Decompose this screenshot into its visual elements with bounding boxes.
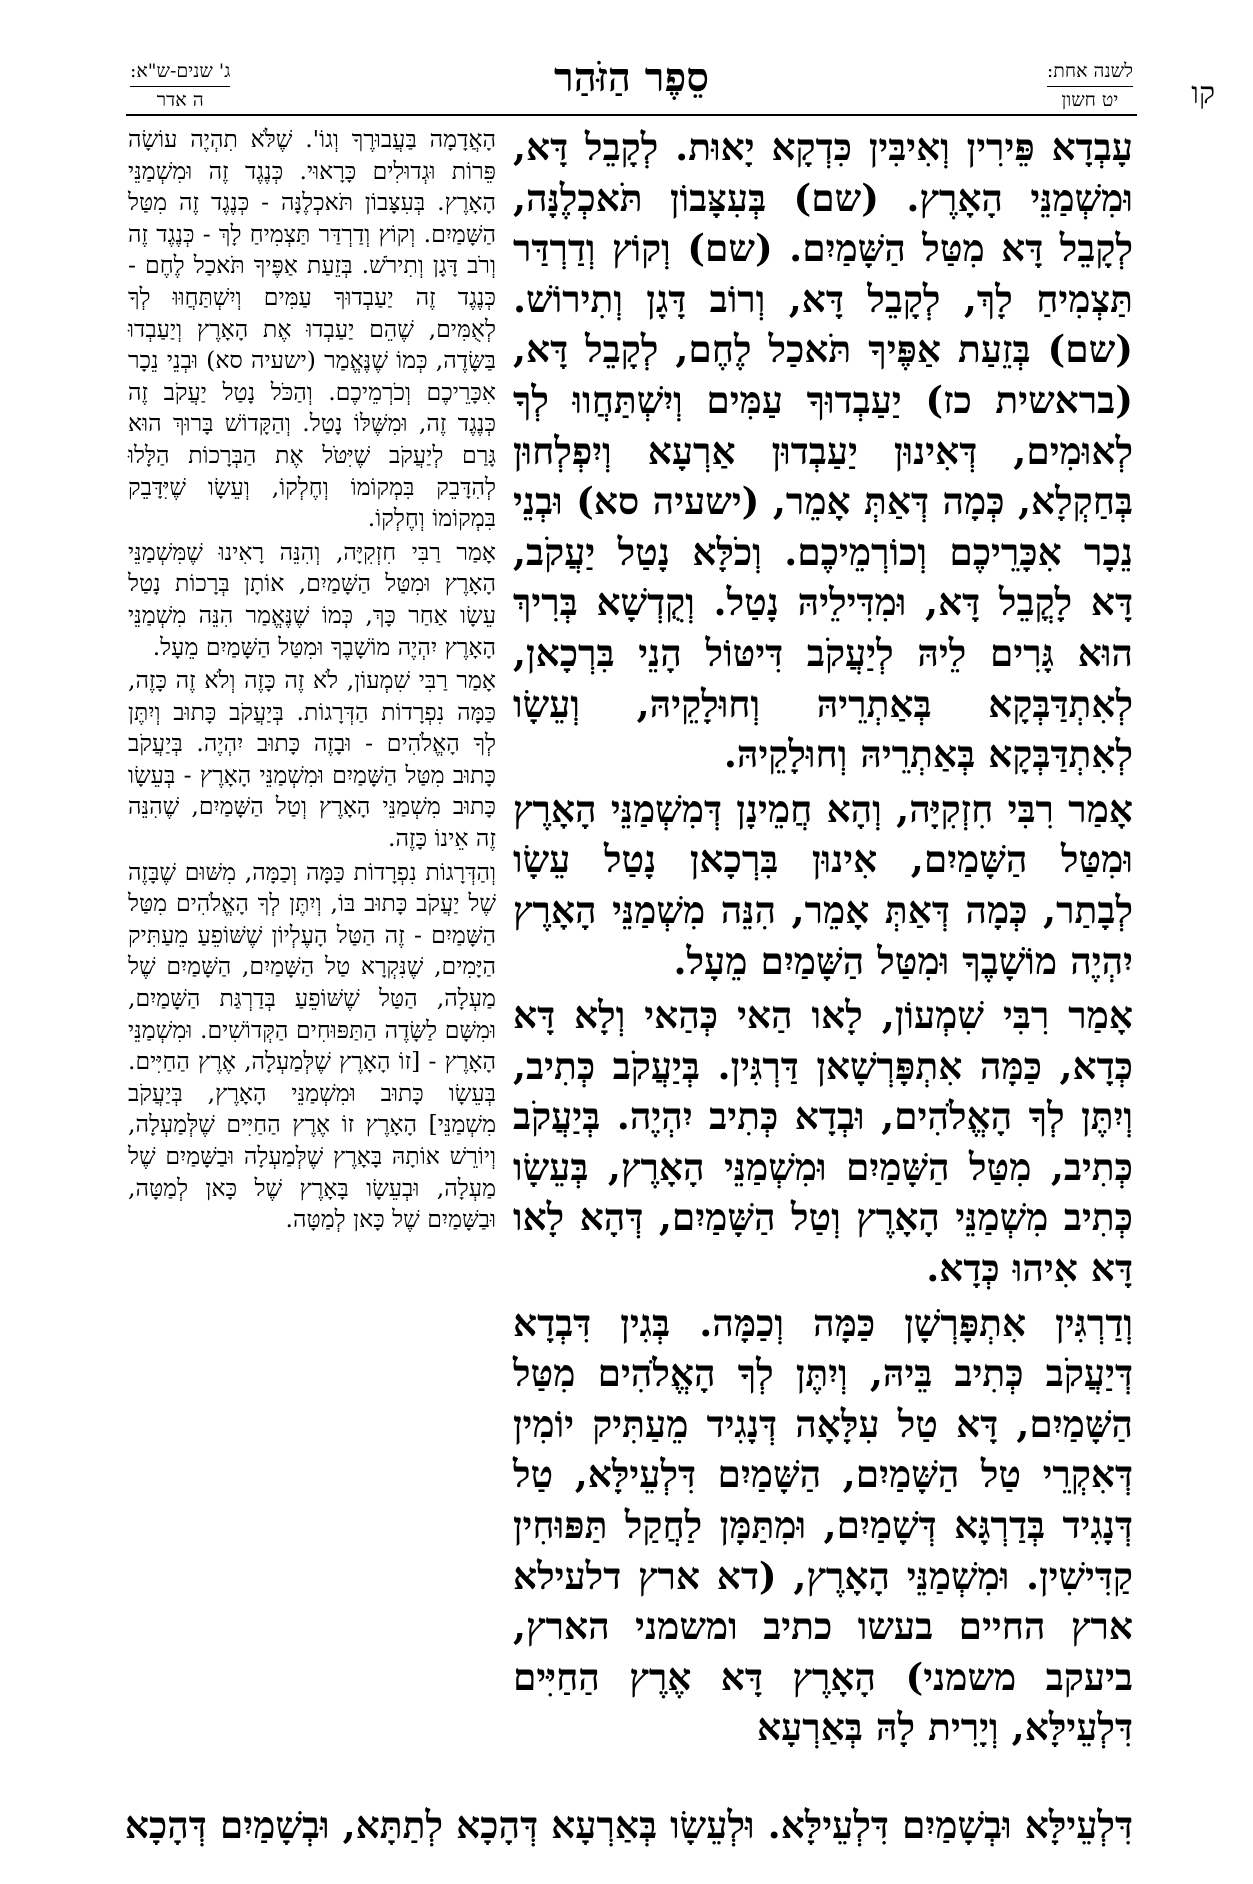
book-title: סֵפֶר הַזֹּהַר (554, 54, 709, 101)
main-paragraph: עָבְדָא פֵּירִין וְאִיבִּין כִּדְקָא יָאוּת. לְקָבֵל דָּא, וּמִשְׁמַנֵּי הָאָרֶץ. (שם) בְּעִצָּבוֹן תֹּאכְלֶנָּה, לְקָבֵל דָּא מִטַּל הַשָּׁמַיִם. (שם) וְקוֹץ וְדַרְדַּר תַּצְמִיחַ לָךְ, לְקָבֵל דָּא, וְרוֹב דָּגָן וְתִירוֹשׁ. (שם) בְּזֵעַת אַפֶּיךָ תֹּאכַל לֶחֶם, לְקָבֵל דָּא, (בראשית כז) יַעַבְדוּךָ עַמִּים וְיִשְׁתַּחֲווּ לְךָ לְאוּמִים, דְּאִינוּן יַעַבְדוּן אַרְעָא וְיִפְלְחוּן בְּחַקְלָא, כְּמָה דְּאַתְּ אָמֵר, (ישעיה סא) וּבְנֵי נֵכָר אִכָּרֵיכֶם וְכוֹרְמֵיכֶם. וְכֹלָּא נָטַל יַעֲקֹב, דָּא לָקֳבֵל דָּא, וּמִדִּילֵיהּ נָטַל. וְקֻדְשָׁא בְּרִיךְ הוּא גָּרִים לֵיהּ לְיַעֲקֹב דִּיטּוֹל הָנֵי בִּרְכָאן, לְאִתְדַּבְּקָא בְּאַתְרֵיהּ וְחוּלָקֵיהּ, וְעֵשָׂו לְאִתְדַּבְּקָא בְּאַתְרֵיהּ וְחוּלָקֵיהּ. (513, 125, 1133, 777)
main-paragraph: וְדַרְגִּין אִתְפָּרְשָׁן כַּמָּה וְכַמָּה. בְּגִין דִּבְדָא דְּיַעֲקֹב כְּתִיב בֵּיהּ, וְיִתֶּן לְךָ הָאֱלֹהִים מִטַּל הַשָּׁמַיִם, דָּא טַל עִלָּאָה דְּנָגִיד מֵעַתִּיק יוֹמִין דְּאִקְרֵי טַל הַשָּׁמַיִם, הַשָּׁמַיִם דִּלְעֵילָּא, טַל דְּנָגִיד בְּדַרְגָּא דְּשָׁמַיִם, וּמִתַּמָּן לַחֲקַל תַּפּוּחִין קַדִּישִׁין. וּמִשְׁמַנֵּי הָאָרֶץ, (דא ארץ דלעילא ארץ החיים בעשו כתיב ומשמני הארץ, ביעקב משמני) הָאָרֶץ דָּא אֶרֶץ הַחַיִּים דִּלְעֵילָּא, וְיָרִית לָהּ בְּאַרְעָא (513, 1300, 1133, 1750)
commentary-paragraph: אָמַר רַבִּי חִזְקִיָּה, וְהִנֵּה רָאִינוּ שֶׁמִּשְׁמַנֵּי הָאָרֶץ וּמִטַּל הַשָּׁמַיִם, אוֹתָן בְּרָכוֹת נָטַל עֵשָׂו אַחַר כָּךְ, כְּמוֹ שֶׁנֶּאֱמַר הִנֵּה מִשְׁמַנֵּי הָאָרֶץ יִהְיֶה מוֹשָׁבֶךָ וּמִטַּל הַשָּׁמַיִם מֵעָל. (128, 537, 496, 661)
alt-schedule (130, 58, 230, 113)
header-rule (126, 114, 1137, 116)
commentary-paragraph: הָאֲדָמָה בַּעֲבוּרֶךָ וְגוֹ'. שֶׁלֹּא תִהְיֶה עוֹשָׂה פֵּרוֹת וּגְדוּלִים כָּרָאוּי. כְּנֶגֶד זֶה וּמִשְׁמַנֵּי הָאָרֶץ. בְּעִצָּבוֹן תֹּאכְלֶנָּה - כְּנֶגֶד זֶה מִטַּל הַשָּׁמַיִם. וְקוֹץ וְדַרְדַּר תַּצְמִיחַ לָךְ - כְּנֶגֶד זֶה וְרֹב דָּגָן וְתִירֹשׁ. בְּזֵעַת אַפֶּיךָ תֹּאכַל לֶחֶם - כְּנֶגֶד זֶה יַעַבְדוּךָ עַמִּים וְיִשְׁתַּחֲוּוּ לְךָ לְאֻמִּים, שֶׁהֵם יַעַבְדוּ אֶת הָאָרֶץ וְיַעַבְדוּ בַּשָּׂדֶה, כְּמוֹ שֶׁנֶּאֱמַר (ישעיה סא) וּבְנֵי נֵכָר אִכָּרֵיכֶם וְכֹרְמֵיכֶם. וְהַכֹּל נָטַל יַעֲקֹב זֶה כְּנֶגֶד זֶה, וּמִשֶּׁלּוֹ נָטַל. וְהַקָּדוֹשׁ בָּרוּךְ הוּא גָּרַם לְיַעֲקֹב שֶׁיִּטֹּל אֶת הַבְּרָכוֹת הַלָּלוּ לְהִדָּבֵק בִּמְקוֹמוֹ וְחֶלְקוֹ, וְעֵשָׂו שֶׁיִּדָּבֵק בִּמְקוֹמוֹ וְחֶלְקוֹ. (128, 125, 496, 533)
schedule-label: לשנה אחת: (1046, 60, 1133, 82)
commentary-column (128, 124, 496, 1236)
page-number: קו (1191, 76, 1215, 111)
alt-schedule-date: ה אדר (130, 86, 230, 113)
main-text-column (513, 122, 1133, 1753)
page-header (130, 54, 1133, 114)
schedule-date: יט חשון (1047, 86, 1133, 113)
commentary-paragraph: אָמַר רַבִּי שִׁמְעוֹן, לֹא זֶה כָּזֶה וְלֹא זֶה כָּזֶה, כַּמָּה נִפְרָדוֹת הַדְּרָגוֹת. בְּיַעֲקֹב כָּתוּב וְיִתֶּן לְךָ הָאֱלֹהִים - וּבָזֶה כָּתוּב יִהְיֶה. בְּיַעֲקֹב כָּתוּב מִטַּל הַשָּׁמַיִם וּמִשְׁמַנֵּי הָאָרֶץ - בְּעֵשָׂו כָּתוּב מִשְׁמַנֵּי הָאָרֶץ וְטַל הַשָּׁמַיִם, שֶׁהִנֵּה זֶה אֵינוֹ כָּזֶה. (128, 666, 496, 853)
alt-schedule-label: ג' שנים-ש"א: (130, 60, 231, 82)
reading-schedule (1047, 58, 1133, 113)
main-paragraph: אָמַר רִבִּי חִזְקִיָּה, וְהָא חֲמֵינָן דְּמִשְׁמַנֵּי הָאָרֶץ וּמִטַּל הַשָּׁמַיִם, אִינוּן בִּרְכָאן נָטַל עֵשָׂו לְבָתַר, כְּמָה דְּאַתְּ אָמֵר, הִנֵּה מִשְׁמַנֵּי הָאָרֶץ יִהְיֶה מוֹשָׁבֶךָ וּמִטַּל הַשָּׁמַיִם מֵעָל. (513, 786, 1133, 983)
commentary-paragraph: וְהַדְּרָגוֹת נִפְרָדוֹת כַּמָּה וְכַמָּה, מִשּׁוּם שֶׁבָּזֶה שֶׁל יַעֲקֹב כָּתוּב בּוֹ, וְיִתֶּן לְךָ הָאֱלֹהִים מִטַּל הַשָּׁמַיִם - זֶה הַטַּל הָעֶלְיוֹן שֶׁשּׁוֹפֵעַ מֵעַתִּיק הַיָּמִים, שֶׁנִּקְרָא טַל הַשָּׁמַיִם, הַשָּׁמַיִם שֶׁל מַעְלָה, הַטַּל שֶׁשּׁוֹפֵעַ בְּדַרְגַּת הַשָּׁמַיִם, וּמִשָּׁם לַשָּׂדֶה הַתַּפּוּחִים הַקְּדוֹשִׁים. וּמִשְׁמַנֵּי הָאָרֶץ - [זוֹ הָאָרֶץ שֶׁלְּמַעְלָה, אֶרֶץ הַחַיִּים. בְּעֵשָׂו כָּתוּב וּמִשְׁמַנֵּי הָאָרֶץ, בְּיַעֲקֹב מִשְׁמַנֵּי] הָאָרֶץ זוֹ אֶרֶץ הַחַיִּים שֶׁלְּמַעְלָה, וְיוֹרֵשׁ אוֹתָהּ בָּאָרֶץ שֶׁלְּמַעְלָה וּבַשָּׁמַיִם שֶׁל מַעְלָה, וּבְעֵשָׂו בָּאָרֶץ שֶׁל כָּאן לְמַטָּה, וּבַשָּׁמַיִם שֶׁל כָּאן לְמַטָּה. (128, 857, 496, 1234)
bottom-line: דִּלְעֵילָּא וּבְשָׁמַיִם דִּלְעֵילָּא. וּלְעֵשָׂו בְּאַרְעָא דְּהָכָא לְתַתָּא, וּבְשָׁמַיִם דְּהָכָא (124, 1803, 1133, 1847)
main-paragraph: אָמַר רִבִּי שִׁמְעוֹן, לָאו הַאי כְּהַאי וְלָא דָּא כְּדָא, כַּמָּה אִתְפָּרְשָׁאן דַּרְגִּין. בְּיַעֲקֹב כְּתִיב, וְיִתֶּן לְךָ הָאֱלֹהִים, וּבְדָא כְּתִיב יִהְיֶה. בְּיַעֲקֹב כְּתִיב, מִטַּל הַשָּׁמַיִם וּמִשְׁמַנֵּי הָאָרֶץ, בְּעֵשָׂו כְּתִיב מִשְׁמַנֵּי הָאָרֶץ וְטַל הַשָּׁמַיִם, דְּהָא לָאו דָּא אִיהוּ כְּדָא. (513, 993, 1133, 1291)
